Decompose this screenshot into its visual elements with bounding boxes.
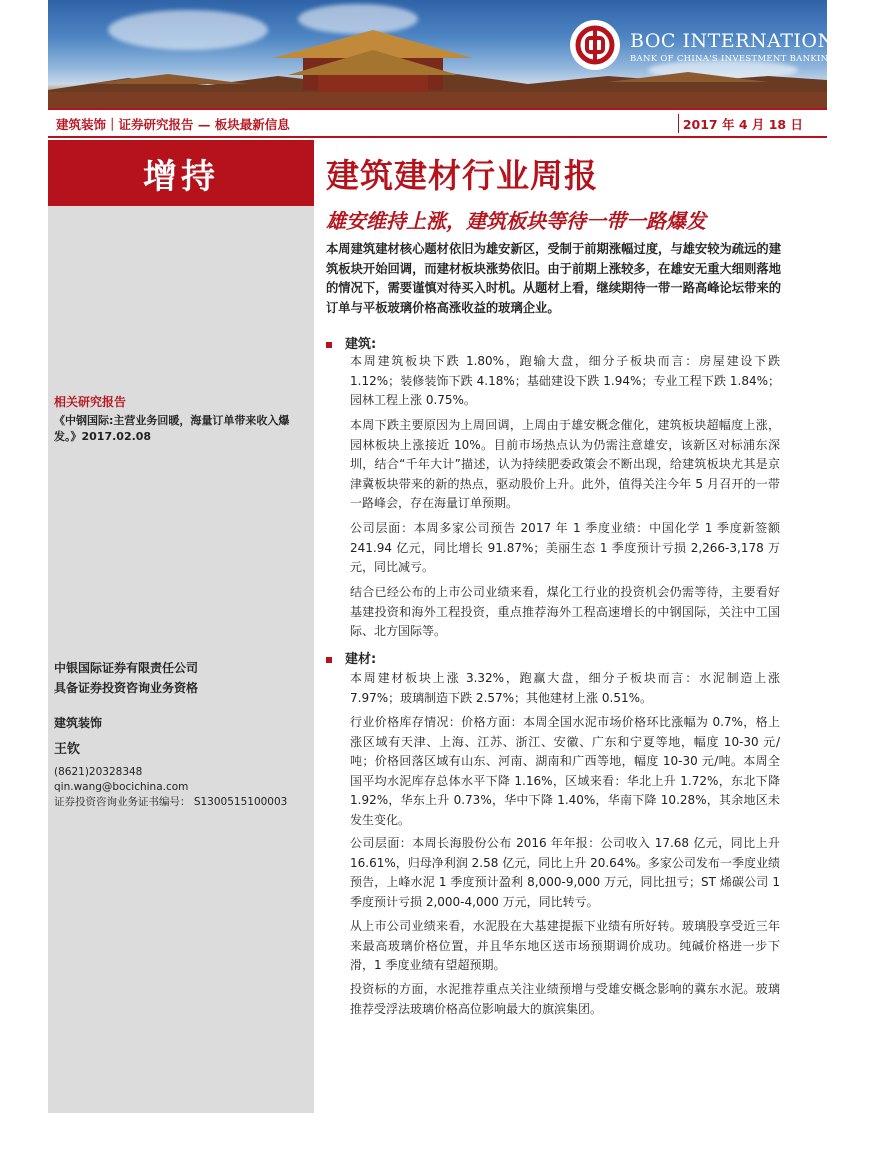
analyst-contact — [54, 752, 287, 810]
company-qualification: 具备证券投资咨询业务资格 — [54, 681, 199, 695]
body-paragraph: 从上市公司业绩来看，水泥股在大基建提振下业绩有所好转。玻璃股享受近三年来最高玻璃价格位置，并且华东地区送市场预期调价成功。纯碱价格进一步下滑，1 季度业绩有望超预期。 — [350, 919, 780, 972]
body-paragraph: 行业价格库存情况：价格方面：本周全国水泥市场价格环比涨幅为 0.7%，格上涨区域有天津、上海、江苏、浙江、安徽、广东和宁夏等地，幅度 10-30 元/吨；价格回落区域有山东、河南、湖南和广西等地，幅度 10-30 元/吨。本周全国平均水泥库存总体水平下降 1.16%，区域来看：华北上升 1.72%，东北下降 1.92%，华东上升 0.73%，华中下降 1.40%，华南下降 10.28%，其余地区未发生变化。 — [350, 715, 780, 827]
body-paragraph: 公司层面：本周多家公司预告 2017 年 1 季度业绩：中国化学 1 季度新签额 241.94 亿元，同比增长 91.87%；美丽生态 1 季度预计亏损 2,266-3,178 万元，同比减亏。 — [350, 521, 780, 574]
section-heading-text: 建材: — [345, 652, 377, 667]
header-rule — [48, 108, 827, 110]
related-reports-heading: 相关研究报告 — [54, 395, 127, 409]
bullet-square-icon — [326, 342, 332, 348]
bullet-square-icon — [326, 657, 332, 663]
lead-summary: 本周建筑建材核心题材依旧为雄安新区，受制于前期涨幅过度，与雄安较为疏远的建筑板块开始回调，而建材板块涨势依旧。由于前期上涨较多，在雄安无重大细则落地的情况下，需要谨慎对待买入时机。从题材上看，继续期待一带一路高峰论坛带来的订单与平板玻璃价格高涨收益的玻璃企业。 — [326, 242, 781, 315]
logo-subtitle: BANK OF CHINA'S INVESTMENT BANKING GROUP — [630, 54, 873, 64]
rating-badge: 增持 — [48, 140, 314, 206]
analyst-phone: (8621)20328348 — [54, 766, 143, 778]
related-report-item: 《中钢国际:主营业务回暖，海量订单带来收入爆发。》2017.02.08 — [54, 414, 290, 443]
section-heading-text: 建筑: — [345, 337, 377, 352]
analyst-name: 王钦 — [54, 742, 81, 757]
boc-logo-icon — [570, 20, 620, 70]
company-name: 中银国际证券有限责任公司 — [54, 661, 199, 675]
report-date: 2017 年 4 月 18 日 — [682, 117, 803, 132]
section-heading-materials — [326, 648, 376, 667]
body-paragraph: 本周建筑板块下跌 1.80%，跑输大盘，细分子板块而言：房屋建设下跌 1.12%；装修装饰下跌 4.18%；基础建设下跌 1.94%；专业工程下跌 1.84%；园林工程上涨 0.75%。 — [350, 354, 780, 407]
logo-text — [630, 30, 873, 64]
section-heading-construction — [326, 333, 376, 352]
body-paragraph: 本周下跌主要原因为上周回调，上周由于雄安概念催化，建筑板块超幅度上涨，园林板块上涨接近 10%。目前市场热点认为仍需注意雄安，该新区对标浦东深圳，结合“千年大计”描述，认为持续肥委政策会不断出现，给建筑板块尤其是京津冀板块带来的新的热点，驱动股价上升。此外，值得关注今年 5 月召开的一带一路峰会，存在海量订单预期。 — [350, 418, 780, 510]
category-bar — [48, 111, 827, 136]
analyst-email: qin.wang@bocichina.com — [54, 781, 189, 793]
body-paragraph: 投资标的方面，水泥推荐重点关注业绩预增与受雄安概念影响的冀东水泥。玻璃推荐受浮法玻璃价格高位影响最大的旗滨集团。 — [350, 982, 780, 1016]
report-category: 建筑装饰｜证券研究报告 — 板块最新信息 — [56, 117, 290, 132]
sector-label: 建筑装饰 — [54, 716, 103, 730]
sidebar-panel — [48, 140, 314, 1113]
logo-name: BOC INTERNATIONAL — [630, 30, 862, 52]
category-rule — [48, 136, 827, 138]
company-info — [54, 658, 198, 698]
header-banner-photo — [48, 0, 873, 108]
body-paragraph: 本周建材板块上涨 3.32%，跑赢大盘，细分子板块而言：水泥制造上涨 7.97%；玻璃制造下跌 2.57%；其他建材上涨 0.51%。 — [350, 671, 780, 705]
body-paragraph: 公司层面：本周长海股份公布 2016 年年报：公司收入 17.68 亿元，同比上升 16.61%，归母净利润 2.58 亿元，同比上升 20.64%。多家公司发布一季度业绩预告，上峰水泥 1 季度预计盈利 8,000-9,000 万元，同比扭亏；ST 烯碳公司 1 季度预计亏损 2,000-4,000 万元，同比转亏。 — [350, 836, 780, 909]
report-subtitle: 雄安维持上涨，建筑板块等待一带一路爆发 — [326, 209, 706, 233]
report-title: 建筑建材行业周报 — [326, 156, 598, 195]
category-divider — [678, 114, 679, 133]
body-paragraph: 结合已经公布的上市公司业绩来看，煤化工行业的投资机会仍需等待，主要看好基建投资和海外工程投资，重点推荐海外工程高速增长的中钢国际，关注中工国际、北方国际等。 — [350, 585, 780, 638]
analyst-license: 证券投资咨询业务证书编号： S1300515100003 — [54, 796, 288, 808]
